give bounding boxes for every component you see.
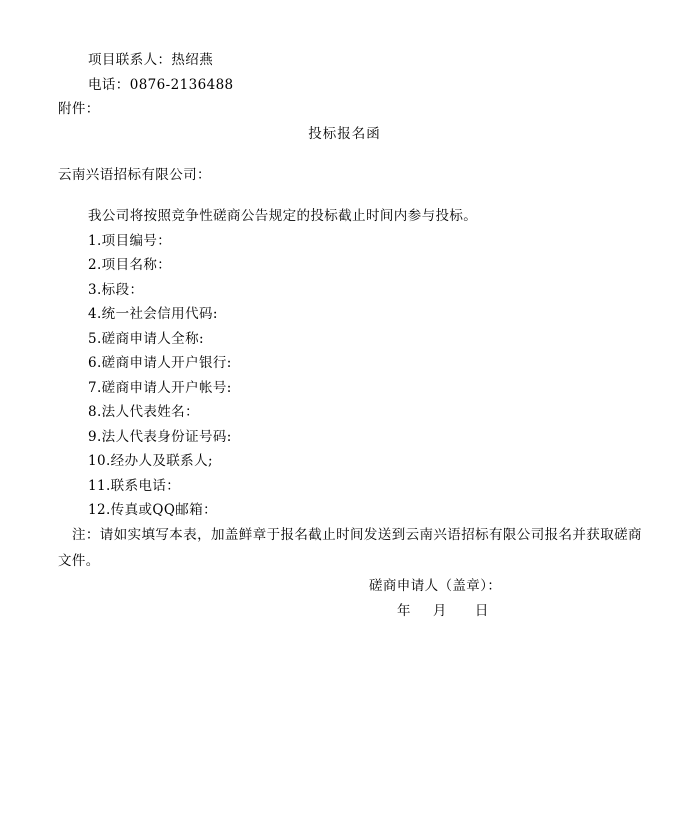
project-contact: 项目联系人：热绍燕 [88,52,214,68]
form-item-bank: 6.磋商申请人开户银行: [88,355,232,371]
date-year: 年 [397,603,411,619]
form-item-project-number: 1.项目编号： [88,233,172,249]
page-title: 投标报名函 [308,126,381,142]
form-item-fax-qq: 12.传真或QQ邮箱： [88,502,218,518]
form-item-handler: 10.经办人及联系人; [88,453,213,469]
note-paragraph: 注：请如实填写本表，加盖鲜章于报名截止时间发送到云南兴语招标有限公司报名并获取磋商文件。 [58,527,642,569]
date-day: 日 [474,603,489,619]
contact-phone: 电话：0876-2136488 [88,77,234,93]
intro-paragraph: 我公司将按照竞争性磋商公告规定的投标截止时间内参与投标。 [88,208,478,224]
salutation: 云南兴语招标有限公司： [58,167,211,183]
form-item-phone: 11.联系电话： [88,478,181,494]
form-item-credit-code: 4.统一社会信用代码: [88,306,218,322]
form-item-id-number: 9.法人代表身份证号码: [88,429,232,445]
date-month: 月 [432,603,447,619]
signature-line: 磋商申请人（盖章）： [369,578,502,594]
form-item-applicant-name: 5.磋商申请人全称: [88,331,204,347]
form-item-account: 7.磋商申请人开户帐号: [88,380,232,396]
attachment-label: 附件： [58,101,100,117]
form-item-lot: 3.标段： [88,282,144,298]
form-item-project-name: 2.项目名称： [88,257,172,273]
date-line [397,602,489,620]
form-item-legal-rep: 8.法人代表姓名： [88,404,199,420]
